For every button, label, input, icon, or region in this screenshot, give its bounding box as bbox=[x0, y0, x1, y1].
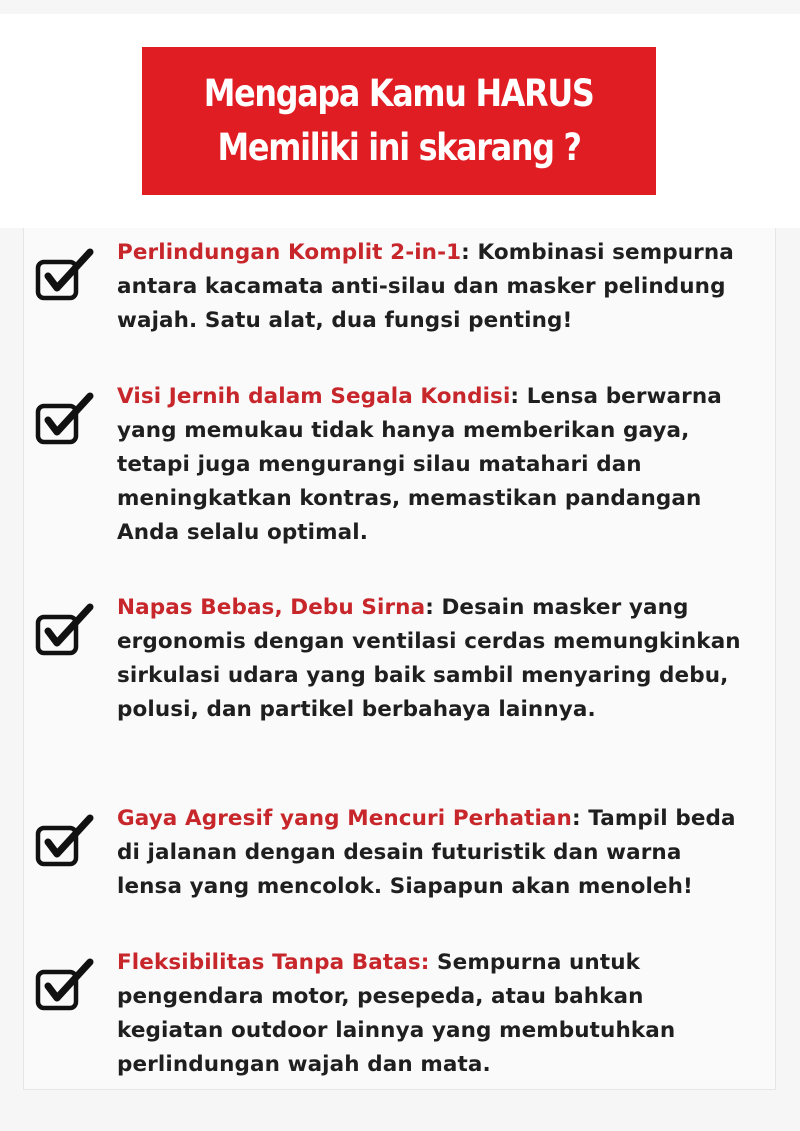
benefits-card bbox=[23, 228, 776, 1090]
benefit-description: Desain masker yang ergonomis dengan ventilasi cerdas memungkinkan sirkulasi udara yang baik sambil menyaring debu, polusi, dan partikel berbahaya lainnya. bbox=[117, 595, 741, 722]
benefit-text bbox=[117, 236, 747, 338]
benefit-separator: : bbox=[571, 806, 589, 831]
title-banner bbox=[142, 47, 656, 195]
benefit-separator: : bbox=[510, 384, 527, 409]
benefit-text bbox=[117, 591, 747, 727]
benefit-title: Visi Jernih dalam Segala Kondisi bbox=[117, 384, 511, 409]
benefit-description: Lensa berwarna yang memukau tidak hanya memberikan gaya, tetapi juga mengurangi silau matahari dan meningkatkan kontras, memastikan pandangan Anda selalu optimal. bbox=[117, 384, 722, 545]
benefit-separator: : bbox=[425, 595, 442, 620]
benefit-text bbox=[117, 946, 747, 1082]
benefit-text bbox=[117, 380, 747, 550]
benefit-title: Gaya Agresif yang Mencuri Perhatian bbox=[117, 806, 572, 831]
benefit-title: Fleksibilitas Tanpa Batas: bbox=[117, 950, 430, 975]
checkbox-check-icon bbox=[34, 958, 96, 1014]
checkbox-check-icon bbox=[34, 392, 96, 448]
benefit-text bbox=[117, 802, 747, 904]
benefit-description: Sempurna untuk pengendara motor, pesepeda, atau bahkan kegiatan outdoor lainnya yang membutuhkan perlindungan wajah dan mata. bbox=[117, 950, 676, 1077]
checkbox-check-icon bbox=[34, 814, 96, 870]
title-line-2: Memiliki ini skarang ? bbox=[217, 126, 581, 169]
benefit-description: Tampil beda di jalanan dengan desain futuristik dan warna lensa yang mencolok. Siapapun akan menoleh! bbox=[117, 806, 736, 899]
title-line-1: Mengapa Kamu HARUS bbox=[204, 72, 594, 115]
benefit-title: Perlindungan Komplit 2-in-1 bbox=[117, 240, 462, 265]
checkbox-check-icon bbox=[34, 248, 96, 304]
benefit-separator: : bbox=[461, 240, 478, 265]
benefit-description: Kombinasi sempurna antara kacamata anti-silau dan masker pelindung wajah. Satu alat, dua fungsi penting! bbox=[117, 240, 734, 333]
benefit-title: Napas Bebas, Debu Sirna bbox=[117, 595, 426, 620]
benefit-separator bbox=[429, 950, 437, 975]
checkbox-check-icon bbox=[34, 603, 96, 659]
